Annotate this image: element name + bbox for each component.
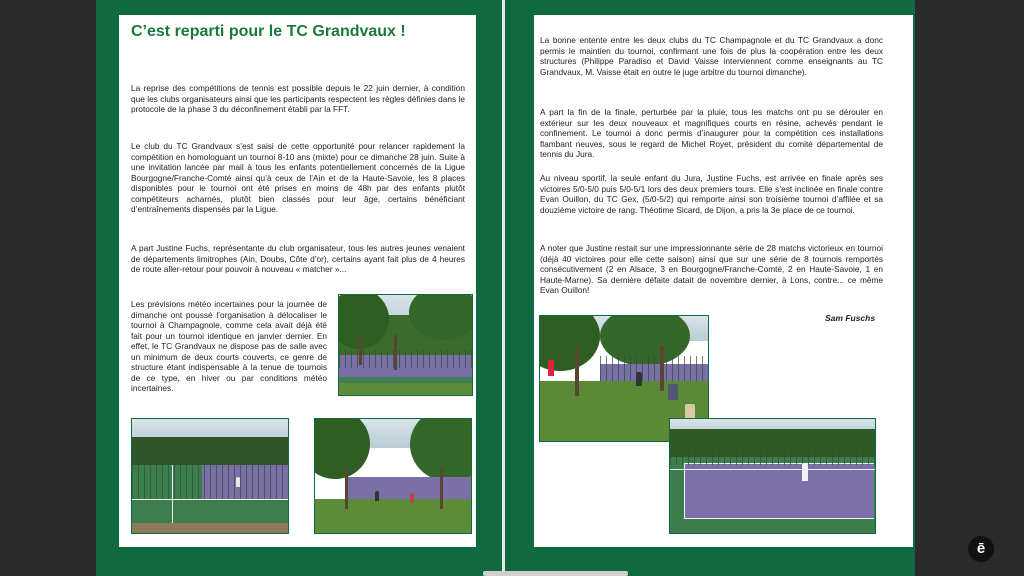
left-page	[96, 0, 506, 576]
right-paragraph-4: A noter que Justine restait sur une impressionnante série de 28 matchs victorieux en tournoi (déjà 40 victoires pour elle cette saison) ainsi que sur une série de 8 tournois remportés consécutivement (2 en Alsace, 3 en Bourgogne/Franche-Comté, 2 en Haute-Savoie, 1 en Haute-Marne). Sa dernière défaite datait de novembre dernier, à Lons, contre... ce même Evan Ouillon!	[540, 243, 883, 295]
right-article-card	[533, 14, 914, 548]
right-paragraph-2: A part la fin de la finale, perturbée par la pluie, tous les matchs ont pu se dérouler en extérieur sur les deux nouveaux et magnifiques courts en résine, achevés pendant le confinement. Le tournoi a donc permis d’inaugurer pour la compétition ces installations flambant neuves, sous le regard de Michel Royet, président du comité départemental de tennis du Jura.	[540, 107, 883, 159]
article-signature: Sam Fuschs	[825, 313, 876, 323]
photo-player-serving	[669, 418, 876, 534]
right-paragraph-1: La bonne entente entre les deux clubs du TC Champagnole et du TC Grandvaux a donc permis le maintien du tournoi, confirmant une fois de plus la coopération entre les deux structures (Philippe Paradiso et David Vaisse interviennent comme enseignants au TC Grandvaux, M. Vaisse était en outre le juge arbitre du tournoi dimanche).	[540, 35, 883, 77]
left-article-card	[118, 14, 477, 548]
article-title: C’est reparti pour le TC Grandvaux !	[131, 23, 406, 40]
left-paragraph-3: A part Justine Fuchs, représentante du club organisateur, tous les autres jeunes venaient de départements limitrophes (Ain, Doubs, Côte d’or), certains ayant fait plus de 4 heures de route aller-retour pour pouvoir à nouveau « matcher »...	[131, 243, 465, 274]
right-page	[505, 0, 915, 576]
left-paragraph-4: Les prévisions météo incertaines pour la journée de dimanche ont poussé l’organisation à délocaliser le tournoi à Champagnole, comme cela avait déjà été fait pour un tournoi identique en janvier dernier. En effet, le TC Grandvaux ne dispose pas de salle avec un minimum de deux courts couverts, ce genre de structure étant indispensable à la tenue de tournois de ce type, en hiver ou par conditions météo incertaines.	[131, 299, 327, 393]
left-paragraph-1: La reprise des compétitions de tennis est possible depuis le 22 juin dernier, à condition que les clubs organisateurs ainsi que les participants respectent les règles définies dans le protocole de la phase 3 du déconfinement établi par la FFT.	[131, 83, 465, 114]
right-paragraph-3: Au niveau sportif, la seule enfant du Jura, Justine Fuchs, est arrivée en finale après ses victoires 5/0-5/0 puis 5/0-5/1 lors des deux premiers tours. Elle s’est inclinée en finale contre Evan Ouillon, du TC Gex, (5/0-5/2) qui remporte ainsi son troisième tournoi d’affilée et sa douzième victoire de rang. Théotime Sicard, de Dijon, a pris la 3e place de ce tournoi.	[540, 173, 883, 215]
photo-spectators-court	[314, 418, 472, 534]
left-paragraph-2: Le club du TC Grandvaux s’est saisi de cette opportunité pour relancer rapidement la compétition en homologuant un tournoi 8-10 ans (mixte) pour ce dimanche 28 juin. Suite à une invitation lancée par mail à tous les enfants potentiellement concernés de la Ligue Bourgogne/Franche-Comté ainsi qu’à ceux de l’Ain et de la Haute-Savoie, les 8 places disponibles pour le tournoi ont été prises en moins de 48h par des enfants plutôt compétiteurs acharnés, plutôt bien classés pour leur âge, certains bénéficiant d’entraînements dispensés par la Ligue.	[131, 141, 465, 214]
photo-green-court	[131, 418, 289, 534]
viewer-logo-icon: ē	[968, 536, 994, 562]
photo-courts-trees	[338, 294, 473, 396]
horizontal-scrollbar[interactable]	[483, 571, 628, 576]
